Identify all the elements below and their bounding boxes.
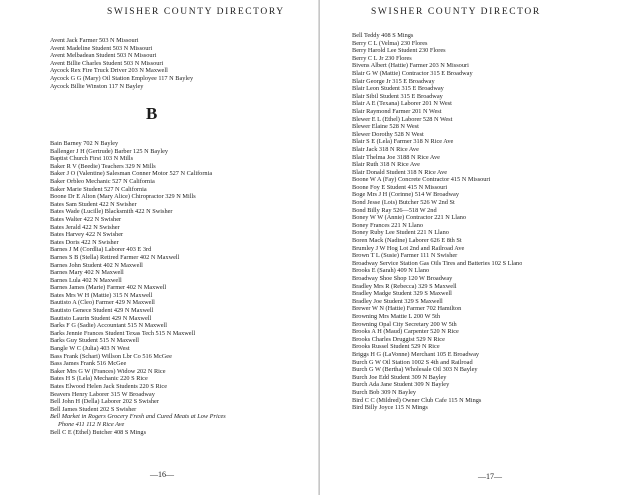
directory-entry: Bates Walter 422 N Swisher — [50, 215, 122, 223]
directory-entry: Brooks Russel Student 529 N Rice — [352, 343, 440, 351]
advertisement-line: Bell Market in Rogers Grocery Fresh and Cured Meats at Low Prices — [50, 413, 226, 421]
directory-entry: Briggs H G (LaVonne) Merchant 105 E Broadway — [352, 350, 480, 358]
directory-entry: Bell John H (Della) Laborer 202 S Swisher — [50, 398, 159, 406]
page-number: —17— — [478, 472, 502, 481]
directory-entry: Bates Sam Student 422 N Swisher — [50, 200, 137, 208]
directory-entry: Avent Madeline Student 503 N Missouri — [50, 44, 153, 52]
directory-entry: Broadway Service Station Gas Oils Tires and Batteries 102 S Llano — [352, 259, 523, 267]
directory-entry: Bond Billy Ray 526—518 W 2nd — [352, 206, 437, 214]
directory-entry: Brooks Charles Druggist 529 N Rice — [352, 335, 445, 343]
advertisement-line: Phone 411 112 N Rice Ave — [58, 420, 125, 428]
page-header: SWISHER COUNTY DIRECTORY — [107, 7, 285, 17]
directory-entry: Bradley Joe Student 329 S Maxwell — [352, 297, 443, 305]
directory-entry: Bain Barney 702 N Bayley — [50, 140, 119, 147]
directory-entry: Bates Elwood Helen Jack Students 220 S Rice — [50, 383, 167, 390]
directory-entry: Blair Raymond Farmer 201 N West — [352, 107, 442, 115]
directory-entry: Brumley J W Hog Lot 2nd and Railroad Ave — [352, 244, 465, 252]
directory-entry: Burch Joe Edd Student 309 N Bayley — [352, 373, 447, 381]
directory-entry: Berry Harold Lee Student 230 Flores — [352, 47, 446, 55]
directory-entry: Bradley Mrs R (Rebecca) 329 S Maxwell — [352, 282, 457, 290]
directory-entry: Barnes J M (Cordlia) Laborer 403 E 3rd — [50, 246, 152, 254]
directory-entry: Barks F G (Sadie) Accountant 515 N Maxwell — [50, 322, 167, 330]
directory-entry: Barks Guy Student 515 N Maxwell — [50, 337, 140, 345]
directory-entry: Burch Bob 309 N Bayley — [352, 388, 417, 396]
directory-entry: Aycock Billie Winston 117 N Bayley — [50, 82, 144, 90]
entry-list-a — [50, 37, 193, 90]
directory-entry: Baptist Church First 103 N Mills — [50, 155, 134, 163]
directory-entry: Browning Mrs Mattie L 200 W 5th — [352, 312, 441, 320]
entry-list — [352, 32, 522, 412]
directory-entry: Burch Ada Jane Student 309 N Bayley — [352, 381, 450, 389]
directory-entry: Aycock Rex Fire Truck Driver 203 N Maxwell — [50, 67, 168, 75]
directory-entry: Bass Frank (Schari) Willson Lbr Co 516 McGee — [50, 352, 172, 360]
directory-entry: Bates Mrs W H (Mattie) 315 N Maxwell — [50, 291, 153, 299]
directory-entry: Baker Marie Student 527 N California — [50, 185, 147, 193]
directory-entry: Boone Foy E Student 415 N Missouri — [352, 183, 448, 191]
directory-entry: Aycock G G (Mary) Oil Station Employee 117 N Bayley — [50, 74, 194, 82]
directory-entry: Blair S E (Lela) Farmer 318 N Rice Ave — [352, 138, 454, 146]
directory-entry: Boone W A (Fay) Concrete Contractor 415 N Missouri — [352, 176, 491, 184]
directory-entry: Blewer E L (Ethel) Laborer 528 N West — [352, 115, 453, 123]
directory-entry: Bivens Albert (Hattie) Farmer 203 N Missouri — [352, 62, 469, 70]
directory-entry: Beavers Henry Laborer 315 W Broadway — [50, 390, 155, 398]
directory-entry: Bates H S (Lela) Mechanic 220 S Rice — [50, 375, 148, 383]
directory-entry: Bates Harvey 422 N Swisher — [50, 231, 124, 239]
directory-entry: Bell James Student 202 S Swisher — [50, 405, 137, 413]
directory-entry: Bangle W C (Julia) 403 N West — [50, 345, 130, 353]
directory-entry: Blair Jack 318 N Rice Ave — [352, 145, 419, 153]
directory-entry: Boney W W (Annie) Contractor 221 N Llano — [352, 214, 467, 222]
directory-entry: Avent Melbadean Student 503 N Missouri — [50, 52, 157, 60]
directory-entry: Barks Jennie Frances Student Texas Tech 515 N Maxwell — [50, 329, 196, 337]
directory-entry: Brooks E (Sarah) 409 N Llano — [352, 267, 430, 275]
entry-list-b — [50, 140, 226, 436]
directory-entry: Baker Mrs G W (Frances) Widow 202 N Rice — [50, 367, 166, 375]
page-number: —16— — [150, 470, 174, 479]
directory-entry: Barnes John Student 402 N Maxwell — [50, 261, 143, 269]
directory-entry: Burch G W Oil Station 1002 S 4th and Railroad — [352, 358, 473, 366]
right-page — [320, 0, 640, 495]
section-letter: B — [146, 104, 158, 123]
directory-entry: Berry C L (Velma) 230 Flores — [352, 39, 428, 47]
directory-entry: Bates Wade (Lucille) Blacksmith 422 N Swisher — [50, 208, 173, 216]
directory-entry: Bird C C (Mildred) Owner Club Cafe 115 N Mings — [352, 396, 482, 404]
directory-entry: Blair Donald Student 318 N Rice Ave — [352, 168, 448, 176]
directory-entry: Brooks A H (Maud) Carpenter 520 N Rice — [352, 328, 459, 336]
directory-entry: Blewer Dorothy 528 N West — [352, 130, 424, 138]
directory-entry: Blair Sibil Student 315 E Broadway — [352, 92, 443, 100]
directory-entry: Blewer Elaine 528 N West — [352, 123, 419, 131]
directory-entry: Bautisto A (Cleo) Farmer 429 N Maxwell — [50, 299, 155, 307]
directory-entry: Browning Opal City Secretary 200 W 5th — [352, 320, 457, 328]
directory-entry: Berry C L Jr 230 Flores — [352, 54, 412, 62]
directory-entry: Bautisto Genece Student 429 N Maxwell — [50, 307, 154, 315]
directory-entry: Bradley Madge Student 329 S Maxwell — [352, 290, 452, 298]
directory-entry: Barnes S B (Stella) Retired Farmer 402 N Maxwell — [50, 253, 180, 261]
directory-entry: Bell Teddy 408 S Mings — [352, 32, 414, 39]
directory-entry: Ballenger J H (Gertrude) Barber 125 N Bayley — [50, 147, 169, 155]
directory-entry: Brewer W N (Hattie) Farmer 702 Hamilton — [352, 305, 462, 313]
directory-entry: Burch G W (Bertha) Wholesale Oil 303 N Bayley — [352, 366, 478, 374]
directory-entry: Boge Mrs J H (Corinne) 514 W Broadway — [352, 191, 459, 199]
directory-entry: Blair G W (Mattie) Contractor 315 E Broadway — [352, 69, 473, 77]
directory-entry: Bates Doris 422 N Swisher — [50, 238, 119, 246]
directory-entry: Barnes James (Marie) Farmer 402 N Maxwell — [50, 284, 167, 292]
directory-entry: Baker J O (Valentine) Salesman Conner Motor 527 N California — [50, 170, 213, 178]
directory-entry: Blair Thelma Joe 3188 N Rice Ave — [352, 153, 440, 161]
directory-entry: Blair Leon Student 315 E Broadway — [352, 85, 444, 93]
directory-entry: Blair Ruth 318 N Rice Ave — [352, 161, 420, 169]
directory-entry: Blair George Jr 315 E Broadway — [352, 77, 435, 85]
directory-entry: Bautisto Laurin Student 429 N Maxwell — [50, 314, 152, 322]
directory-entry: Bell C E (Ethel) Butcher 408 S Mings — [50, 428, 147, 436]
directory-entry: Boney Ruby Lee Student 221 N Llano — [352, 229, 449, 237]
directory-entry: Bird Billy Joyce 115 N Mings — [352, 404, 428, 412]
directory-entry: Broadway Shoe Shop 120 W Broadway — [352, 275, 453, 282]
directory-entry: Boren Mack (Nadine) Laborer 626 E 8th St — [352, 237, 462, 245]
directory-entry: Bates Jerald 422 N Swisher — [50, 223, 120, 231]
directory-entry: Barnes Lula 402 N Maxwell — [50, 276, 122, 284]
page-header: SWISHER COUNTY DIRECTOR — [371, 7, 541, 17]
directory-entry: Bond Jesse (Lois) Butcher 526 W 2nd St — [352, 199, 455, 207]
directory-entry: Bass James Frank 516 McGee — [50, 360, 127, 368]
directory-entry: Boone Dr E Alton (Mary Alice) Chiropractor 329 N Mills — [50, 193, 196, 201]
directory-entry: Blair A E (Texana) Laborer 201 N West — [352, 100, 452, 108]
directory-entry: Barnes Mary 402 N Maxwell — [50, 269, 124, 277]
directory-entry: Avent Jack Farmer 503 N Missouri — [50, 37, 139, 44]
directory-entry: Avent Billie Charles Student 503 N Missouri — [50, 59, 164, 67]
directory-entry: Brown T L (Susie) Farmer 111 N Swisher — [352, 252, 458, 260]
directory-entry: Boney Frances 221 N Llano — [352, 221, 423, 229]
directory-entry: Baker Orbleo Mechanic 527 N California — [50, 177, 155, 185]
directory-entry: Baker R V (Beedie) Teachers 329 N Mills — [50, 162, 156, 170]
